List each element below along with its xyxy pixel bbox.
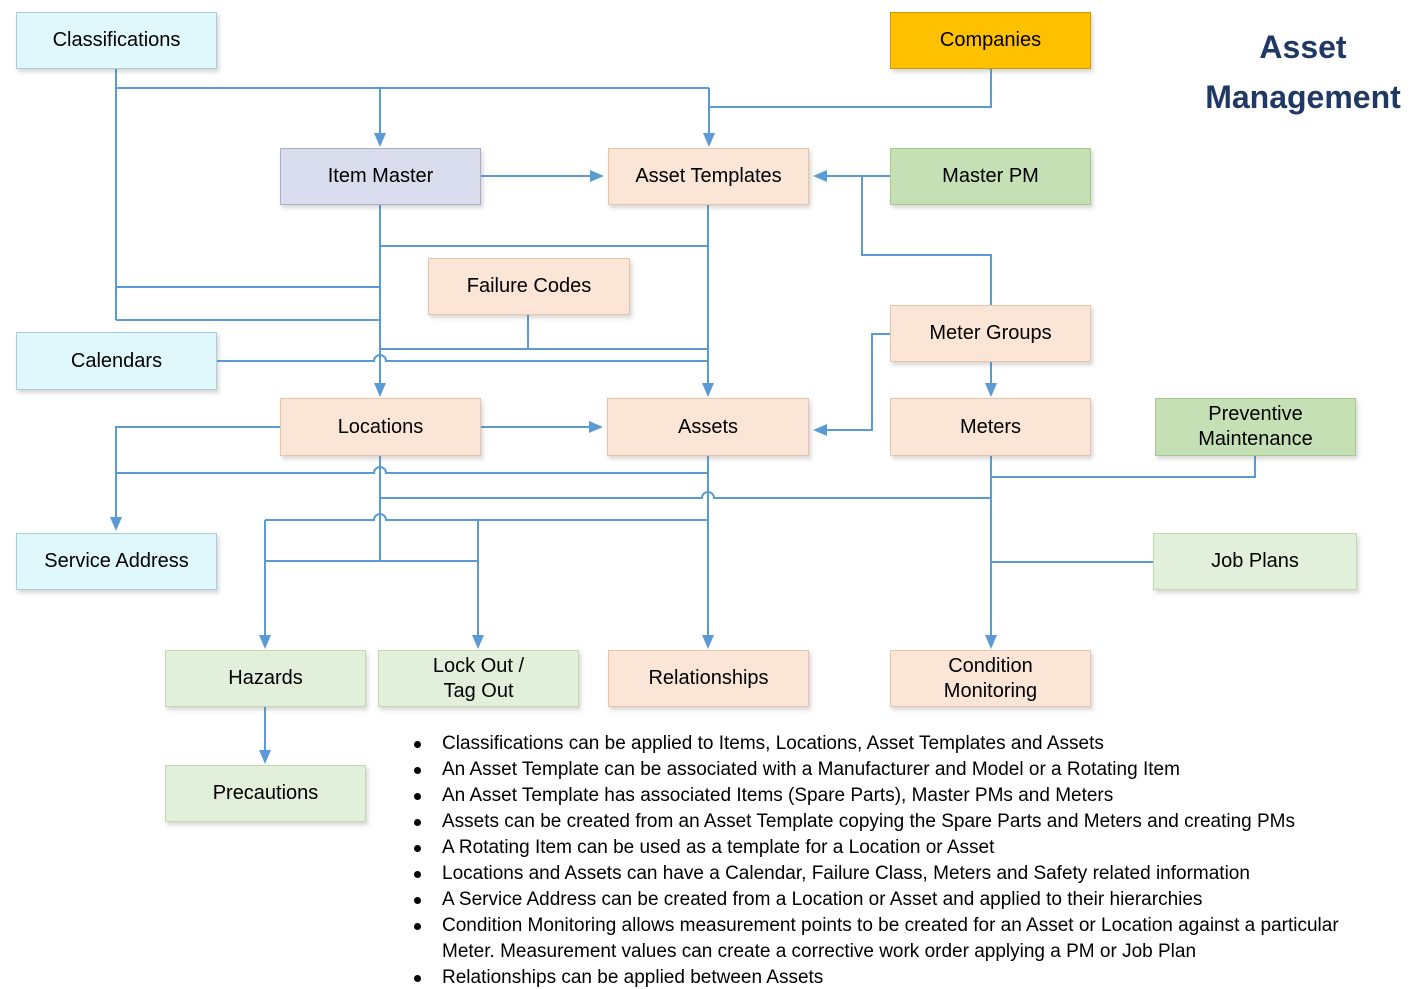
note-item: A Rotating Item can be used as a template for a Location or Asset bbox=[408, 835, 1358, 861]
edge-bus-520 bbox=[265, 514, 708, 520]
node-locations bbox=[280, 398, 481, 456]
node-label: Precautions bbox=[212, 782, 319, 804]
note-item: Assets can be created from an Asset Template copying the Spare Parts and Meters and creating PMs bbox=[408, 809, 1358, 835]
edge-companies-drop bbox=[709, 69, 991, 107]
node-label: Service Address bbox=[44, 550, 189, 572]
edge-bus-498 bbox=[380, 492, 991, 498]
edge-locations-to-service-address bbox=[116, 427, 280, 528]
node-label: Condition Monitoring bbox=[943, 654, 1038, 702]
node-master-pm bbox=[890, 148, 1091, 205]
node-relationships bbox=[608, 650, 809, 707]
node-meters bbox=[890, 398, 1091, 456]
note-item: An Asset Template has associated Items (Spare Parts), Master PMs and Meters bbox=[408, 783, 1358, 809]
edge-bus-473 bbox=[116, 467, 708, 473]
node-label: Relationships bbox=[648, 667, 769, 689]
node-label: Meter Groups bbox=[929, 322, 1052, 344]
node-preventive-maintenance bbox=[1155, 398, 1356, 456]
notes-list bbox=[408, 731, 1358, 989]
edge-preventive-maintenance-drop bbox=[991, 456, 1255, 477]
node-label: Hazards bbox=[228, 667, 303, 689]
node-label: Companies bbox=[939, 29, 1042, 51]
node-companies bbox=[890, 12, 1091, 69]
node-calendars bbox=[16, 332, 217, 390]
node-condition-monitoring bbox=[890, 650, 1091, 707]
node-label: Calendars bbox=[70, 349, 163, 372]
node-service-address bbox=[16, 533, 217, 590]
edge-calendars-bus bbox=[217, 355, 708, 361]
note-item: An Asset Template can be associated with a Manufacturer and Model or a Rotating Item bbox=[408, 757, 1358, 783]
edge-meter-groups-to-assets bbox=[816, 334, 890, 430]
node-label: Master PM bbox=[942, 165, 1039, 187]
note-item: Locations and Assets can have a Calendar, Failure Class, Meters and Safety related information bbox=[408, 861, 1358, 887]
page-title bbox=[1185, 22, 1421, 122]
node-label: Meters bbox=[959, 415, 1022, 438]
page-title-line1: Asset bbox=[1259, 29, 1347, 65]
node-lock-out-tag-out bbox=[378, 650, 579, 707]
node-label: Item Master bbox=[327, 165, 434, 187]
node-classifications bbox=[16, 12, 217, 69]
note-item: A Service Address can be created from a Location or Asset and applied to their hierarchies bbox=[408, 887, 1358, 913]
node-label: Failure Codes bbox=[466, 275, 592, 297]
node-failure-codes bbox=[428, 258, 630, 315]
node-label: Job Plans bbox=[1211, 550, 1299, 572]
node-precautions bbox=[165, 765, 366, 822]
node-label: Locations bbox=[337, 415, 424, 438]
node-label: Preventive Maintenance bbox=[1198, 403, 1313, 450]
notes-items bbox=[408, 731, 1358, 989]
node-hazards bbox=[165, 650, 366, 707]
note-item: Condition Monitoring allows measurement points to be created for an Asset or Location against a particular Meter. Measurement values can create a corrective work order applying a PM or Job Plan bbox=[408, 913, 1358, 965]
note-item: Relationships can be applied between Assets bbox=[408, 965, 1358, 989]
node-label: Asset Templates bbox=[635, 165, 782, 187]
node-label: Classifications bbox=[52, 29, 181, 51]
node-meter-groups bbox=[890, 305, 1091, 362]
page-title-line2: Management bbox=[1205, 79, 1401, 115]
note-item: Classifications can be applied to Items, Locations, Asset Templates and Assets bbox=[408, 731, 1358, 757]
node-job-plans bbox=[1153, 533, 1357, 590]
node-label: Lock Out / Tag Out bbox=[432, 654, 525, 702]
node-asset-templates bbox=[608, 148, 809, 205]
node-assets bbox=[607, 398, 809, 456]
node-item-master bbox=[280, 148, 481, 205]
node-label: Assets bbox=[677, 415, 739, 438]
